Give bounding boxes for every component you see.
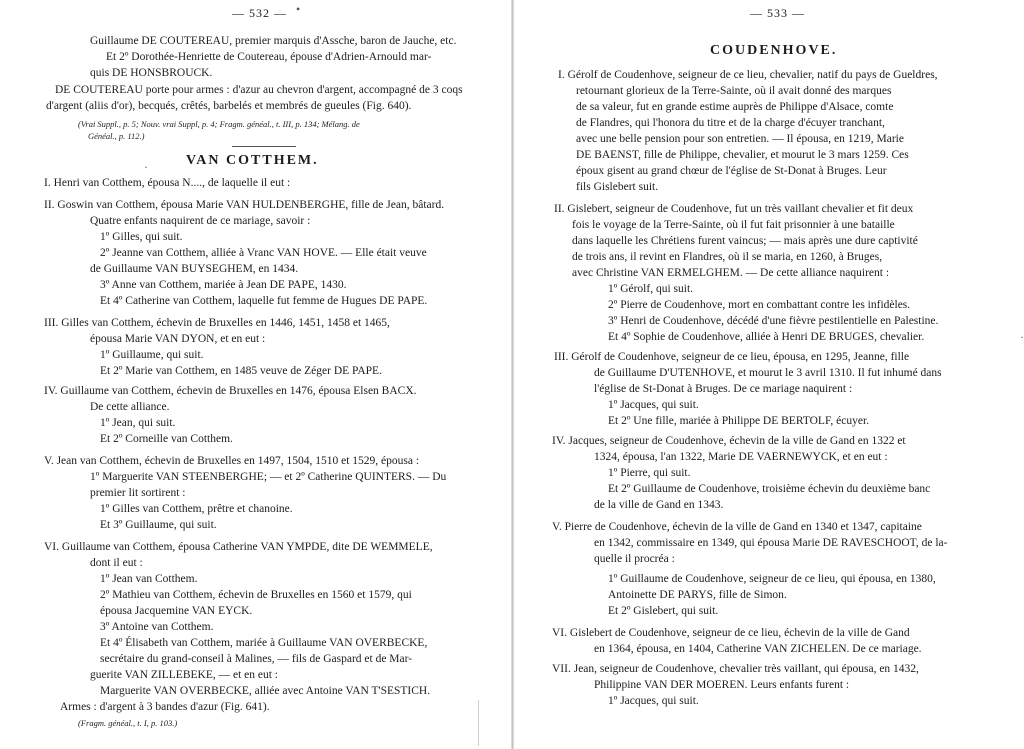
text-line: Antoinette DE PARYS, fille de Simon. xyxy=(608,589,787,601)
text-line: 1º Marguerite VAN STEENBERGHE; — et 2º Catherine QUINTERS. — Du xyxy=(90,471,447,483)
text-line: de Guillaume D'UTENHOVE, et mourut le 3 avril 1310. Il fut inhumé dans xyxy=(594,367,942,379)
text-line: Et 2º Dorothée-Henriette de Coutereau, épouse d'Adrien-Arnould mar- xyxy=(106,51,432,63)
text-line: en 1364, épousa, en 1404, Catherine VAN ZICHELEN. De ce mariage. xyxy=(594,643,922,655)
page-number: — 532 — xyxy=(232,6,287,20)
text-line: 1º Gilles van Cotthem, prêtre et chanoine. xyxy=(100,503,293,515)
text-line: III. Gilles van Cotthem, échevin de Bruxelles en 1446, 1451, 1458 et 1465, xyxy=(44,317,390,329)
text-line: Et 4º Élisabeth van Cotthem, mariée à Guillaume VAN OVERBECKE, xyxy=(100,637,428,649)
text-line: secrétaire du grand-conseil à Malines, — fils de Gaspard et de Mar- xyxy=(100,653,413,665)
text-line: 2º Jeanne van Cotthem, alliée à Vranc VAN HOVE. — Elle était veuve xyxy=(100,247,427,259)
text-line: 2º Mathieu van Cotthem, échevin de Bruxelles en 1560 et 1579, qui xyxy=(100,589,412,601)
text-line: 1º Guillaume de Coudenhove, seigneur de ce lieu, qui épousa, en 1380, xyxy=(608,573,936,585)
text-line: épousa Jacquemine VAN EYCK. xyxy=(100,605,253,617)
ink-speck: • xyxy=(296,2,301,16)
text-line: épousa Marie VAN DYON, et en eut : xyxy=(90,333,266,345)
text-line: avec Christine VAN ERMELGHEM. — De cette alliance naquirent : xyxy=(572,267,890,279)
text-line: V. Pierre de Coudenhove, échevin de la ville de Gand en 1340 et 1347, capitaine xyxy=(552,521,922,533)
text-line: Et 4º Catherine van Cotthem, laquelle fut femme de Hugues DE PAPE. xyxy=(100,295,428,307)
text-line: en 1342, commissaire en 1349, qui épousa Marie DE RAVESCHOOT, de la- xyxy=(594,537,948,549)
text-line: fois le voyage de la Terre-Sainte, où il fut fait prisonnier à une bataille xyxy=(572,219,895,231)
text-line: 3º Anne van Cotthem, mariée à Jean DE PAPE, 1430. xyxy=(100,279,347,291)
text-line: Et 3º Guillaume, qui suit. xyxy=(100,519,217,531)
text-line: avec une belle pension pour son entretien. — Il épousa, en 1219, Marie xyxy=(576,133,904,145)
text-line: II. Goswin van Cotthem, épousa Marie VAN HULDENBERGHE, fille de Jean, bâtard. xyxy=(44,199,445,211)
text-line: de sa valeur, fut en grande estime auprès de Philippe d'Alsace, comte xyxy=(576,101,894,113)
text-line: Et 4º Sophie de Coudenhove, alliée à Henri DE BRUGES, chevalier. xyxy=(608,331,925,343)
text-line: 1º Jacques, qui suit. xyxy=(608,695,699,707)
text-line: premier lit sortirent : xyxy=(90,487,186,499)
text-line: 3º Henri de Coudenhove, décédé d'une fièvre pestilentielle en Palestine. xyxy=(608,315,939,327)
page-edge-shadow xyxy=(478,700,479,746)
text-line: Et 2º Corneille van Cotthem. xyxy=(100,433,233,445)
text-line: Et 2º Marie van Cotthem, en 1485 veuve de Zéger DE PAPE. xyxy=(100,365,382,377)
text-line: guerite VAN ZILLEBEKE, — et en eut : xyxy=(90,669,279,681)
ink-speck: · xyxy=(1020,330,1024,344)
text-line: II. Gislebert, seigneur de Coudenhove, fut un très vaillant chevalier et fit deux xyxy=(554,203,914,215)
text-line: VI. Gislebert de Coudenhove, seigneur de ce lieu, échevin de la ville de Gand xyxy=(552,627,910,639)
text-line: 1º Gérolf, qui suit. xyxy=(608,283,694,295)
text-line: d'argent (aliis d'or), becqués, crêtés, barbelés et membrés de gueules (Fig. 640). xyxy=(46,100,412,112)
text-line: de la ville de Gand en 1343. xyxy=(594,499,724,511)
text-line: 1º Guillaume, qui suit. xyxy=(100,349,204,361)
text-line: DE BAENST, fille de Philippe, chevalier, et mourut le 3 mars 1259. Ces xyxy=(576,149,909,161)
text-line: fils Gislebert suit. xyxy=(576,181,659,193)
right-page xyxy=(514,0,1024,749)
text-line: de Guillaume VAN BUYSEGHEM, en 1434. xyxy=(90,263,299,275)
text-line: De cette alliance. xyxy=(90,401,170,413)
page-number: — 533 — xyxy=(750,6,805,20)
text-line: 2º Pierre de Coudenhove, mort en combattant contre les infidèles. xyxy=(608,299,911,311)
text-line: Armes : d'argent à 3 bandes d'azur (Fig. 641). xyxy=(60,701,270,713)
text-line: 1º Gilles, qui suit. xyxy=(100,231,183,243)
text-line: Et 2º Une fille, mariée à Philippe DE BERTOLF, écuyer. xyxy=(608,415,870,427)
text-line: Marguerite VAN OVERBECKE, alliée avec Antoine VAN T'SESTICH. xyxy=(100,685,431,697)
text-line: époux gisent au grand chœur de l'église de St-Donat à Bruges. Leur xyxy=(576,165,887,177)
text-line: IV. Guillaume van Cotthem, échevin de Bruxelles en 1476, épousa Elsen BACX. xyxy=(44,385,417,397)
text-line: Guillaume DE COUTEREAU, premier marquis d'Assche, baron de Jauche, etc. xyxy=(90,35,457,47)
section-rule xyxy=(232,146,296,147)
text-line: Philippine VAN DER MOEREN. Leurs enfants furent : xyxy=(594,679,850,691)
text-line: l'église de St-Donat à Bruges. De ce mariage naquirent : xyxy=(594,383,853,395)
text-line: dans laquelle les Chrétiens furent vaincus; — mais après une dure captivité xyxy=(572,235,918,247)
text-line: 1º Jean van Cotthem. xyxy=(100,573,198,585)
citation-line: (Vrai Suppl., p. 5; Nouv. vrai Suppl, p. 4; Fragm. généal., t. III, p. 134; Mélang. de xyxy=(78,119,360,129)
text-line: Et 2º Gislebert, qui suit. xyxy=(608,605,719,617)
text-line: retournant glorieux de la Terre-Sainte, où il avait donné des marques xyxy=(576,85,892,97)
text-line: de Flandres, qui l'honora du titre et de la charge d'écuyer tranchant, xyxy=(576,117,885,129)
text-line: Et 2º Guillaume de Coudenhove, troisième échevin du deuxième banc xyxy=(608,483,931,495)
text-line: Quatre enfants naquirent de ce mariage, savoir : xyxy=(90,215,311,227)
text-line: III. Gérolf de Coudenhove, seigneur de ce lieu, épousa, en 1295, Jeanne, fille xyxy=(554,351,910,363)
text-line: de trois ans, il revint en Flandres, où il se maria, en 1260, à Bruges, xyxy=(572,251,883,263)
citation-line: (Fragm. généal., t. I, p. 103.) xyxy=(78,718,178,728)
text-line: quis DE HONSBROUCK. xyxy=(90,67,213,79)
text-line: dont il eut : xyxy=(90,557,143,569)
citation-line: Généal., p. 112.) xyxy=(88,131,145,141)
section-heading: VAN COTTHEM. xyxy=(186,153,319,168)
text-line: quelle il procréa : xyxy=(594,553,675,565)
ink-speck: · xyxy=(144,160,148,174)
text-line: DE COUTEREAU porte pour armes : d'azur au chevron d'argent, accompagné de 3 coqs xyxy=(55,84,463,96)
text-line: I. Gérolf de Coudenhove, seigneur de ce lieu, chevalier, natif du pays de Gueldres, xyxy=(558,69,938,81)
text-line: 1º Jacques, qui suit. xyxy=(608,399,699,411)
text-line: 1º Jean, qui suit. xyxy=(100,417,176,429)
text-line: 3º Antoine van Cotthem. xyxy=(100,621,214,633)
text-line: IV. Jacques, seigneur de Coudenhove, échevin de la ville de Gand en 1322 et xyxy=(552,435,906,447)
text-line: 1º Pierre, qui suit. xyxy=(608,467,691,479)
text-line: VI. Guillaume van Cotthem, épousa Catherine VAN YMPDE, dite DE WEMMELE, xyxy=(44,541,433,553)
text-line: I. Henri van Cotthem, épousa N...., de laquelle il eut : xyxy=(44,177,291,189)
section-heading: COUDENHOVE. xyxy=(710,43,838,58)
text-line: V. Jean van Cotthem, échevin de Bruxelles en 1497, 1504, 1510 et 1529, épousa : xyxy=(44,455,420,467)
text-line: 1324, épousa, l'an 1322, Marie DE VAERNEWYCK, et en eut : xyxy=(594,451,888,463)
text-line: VII. Jean, seigneur de Coudenhove, chevalier très vaillant, qui épousa, en 1432, xyxy=(552,663,919,675)
